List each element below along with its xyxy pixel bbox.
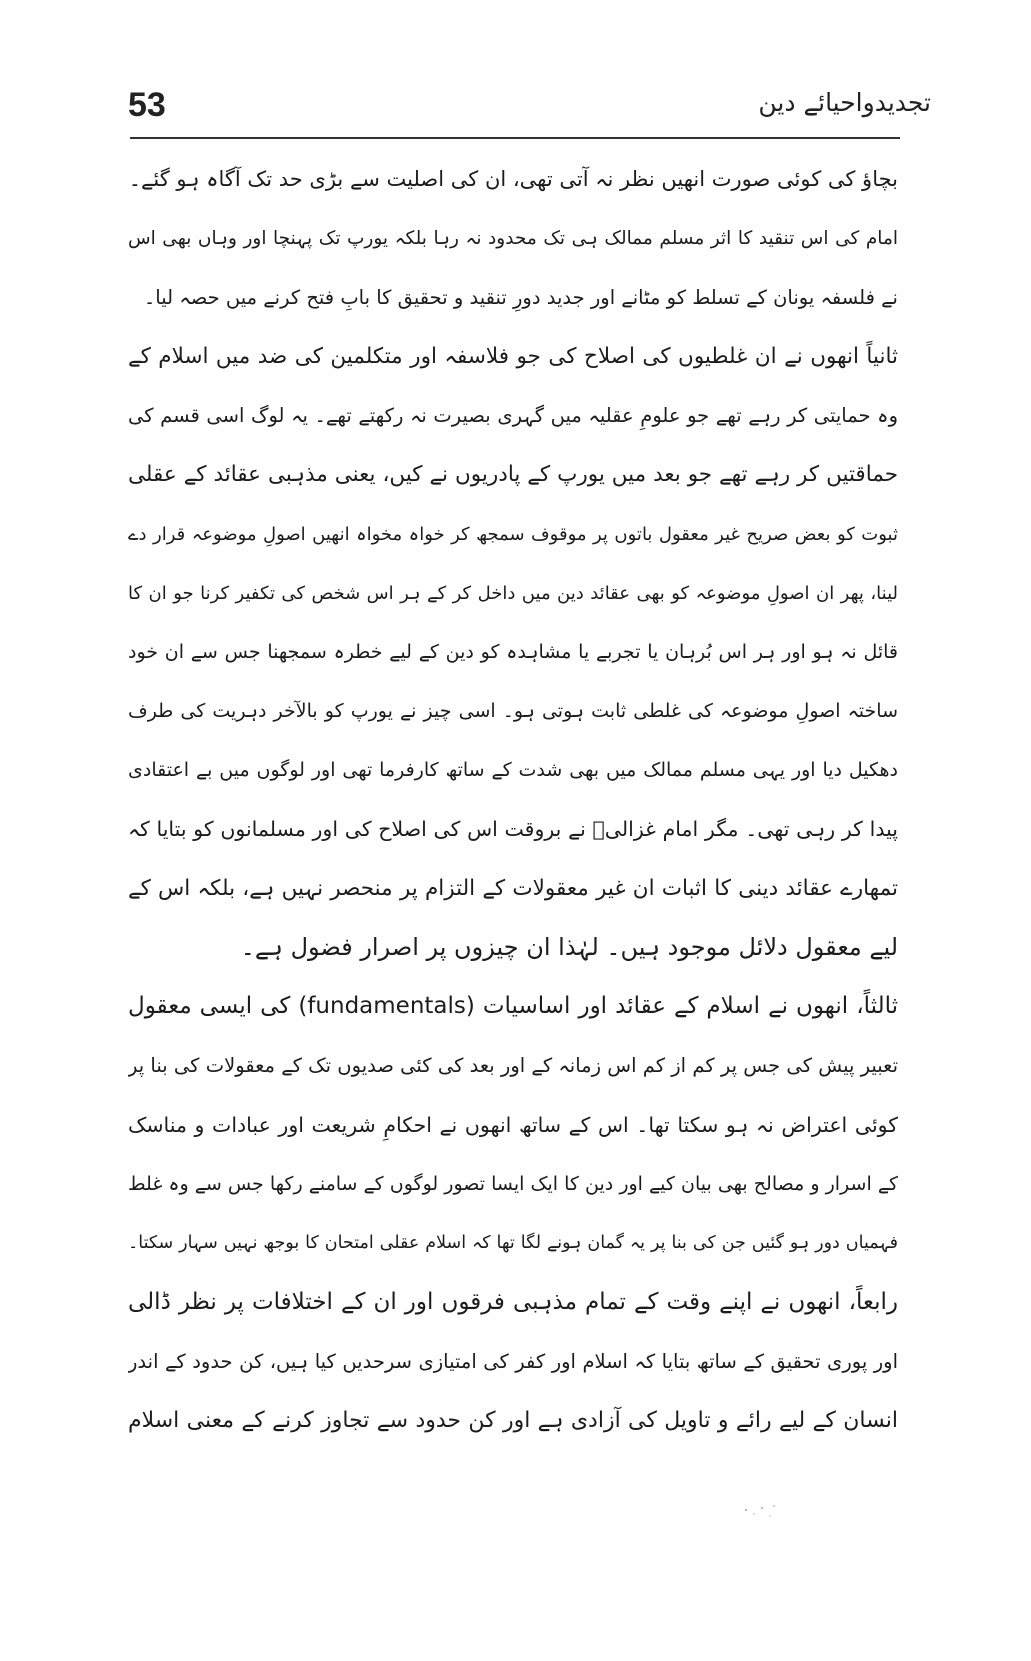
running-title: تجدیدواحیائے دین xyxy=(758,88,931,117)
text-line: امام کی اس تنقید کا اثر مسلم ممالک ہی تک محدود نہ رہا بلکہ یورپ تک پہنچا اور وہاں بھی اس xyxy=(128,228,898,250)
text-line: کوئی اعتراض نہ ہو سکتا تھا۔ اس کے ساتھ انھوں نے احکامِ شریعت اور عبادات و مناسک xyxy=(128,1112,898,1137)
text-line: ثبوت کو بعض صریح غیر معقول باتوں پر موقوف سمجھ کر خواہ مخواہ انھیں اصولِ موضوعہ قرار دے xyxy=(128,523,898,545)
text-line: ثانیاً انھوں نے ان غلطیوں کی اصلاح کی جو فلاسفہ اور متکلمین کی ضد میں اسلام کے xyxy=(128,344,898,370)
text-line: تمھارے عقائد دینی کا اثبات ان غیر معقولات کے التزام پر منحصر نہیں ہے، بلکہ اس کے xyxy=(128,876,898,902)
text-line: نے فلسفہ یونان کے تسلط کو مٹانے اور جدید دورِ تنقید و تحقیق کا بابِ فتح کرنے میں حصہ لیا۔ xyxy=(143,286,898,310)
text-line: حماقتیں کر رہے تھے جو بعد میں یورپ کے پادریوں نے کیں، یعنی مذہبی عقائد کے عقلی xyxy=(128,462,898,488)
text-line: ثالثاً، انھوں نے اسلام کے عقائد اور اساسیات (fundamentals) کی ایسی معقول xyxy=(128,993,898,1020)
header-rule xyxy=(130,137,900,139)
text-line: رابعاً، انھوں نے اپنے وقت کے تمام مذہبی فرقوں اور ان کے اختلافات پر نظر ڈالی xyxy=(128,1288,898,1315)
body-text xyxy=(128,150,898,1450)
paper-speck xyxy=(740,1500,780,1522)
text-line: کے اسرار و مصالح بھی بیان کیے اور دین کا ایک ایسا تصور لوگوں کے سامنے رکھا جس سے وہ غلط xyxy=(128,1172,898,1195)
text-line: قائل نہ ہو اور ہر اس بُرہان یا تجربے یا مشاہدہ کو دین کے لیے خطرہ سمجھنا جس سے ان خود xyxy=(128,640,898,663)
text-line: لیے معقول دلائل موجود ہیں۔ لہٰذا ان چیزوں پر اصرار فضول ہے۔ xyxy=(240,933,898,962)
page-number: 53 xyxy=(128,86,166,124)
text-line: بچاؤ کی کوئی صورت انھیں نظر نہ آتی تھی، ان کی اصلیت سے بڑی حد تک آگاہ ہو گئے۔ xyxy=(128,167,898,191)
text-line: پیدا کر رہی تھی۔ مگر امام غزالیؒ نے بروقت اس کی اصلاح کی اور مسلمانوں کو بتایا کہ xyxy=(128,817,898,842)
text-line: فہمیاں دور ہو گئیں جن کی بنا پر یہ گمان ہونے لگا تھا کہ اسلام عقلی امتحان کا بوجھ نہیں سہار سکتا۔ xyxy=(128,1232,898,1253)
text-line: دھکیل دیا اور یہی مسلم ممالک میں بھی شدت کے ساتھ کارفرما تھی اور لوگوں میں بے اعتقادی xyxy=(128,758,898,781)
text-line: تعبیر پیش کی جس پر کم از کم اس زمانہ کے اور بعد کی کئی صدیوں تک کے معقولات کی بنا پر xyxy=(128,1054,898,1078)
text-line: ساختہ اصولِ موضوعہ کی غلطی ثابت ہوتی ہو۔ اسی چیز نے یورپ کو بالآخر دہریت کی طرف xyxy=(128,699,898,722)
text-line: انسان کے لیے رائے و تاویل کی آزادی ہے اور کن حدود سے تجاوز کرنے کے معنی اسلام xyxy=(128,1407,898,1433)
text-line: اور پوری تحقیق کے ساتھ بتایا کہ اسلام اور کفر کی امتیازی سرحدیں کیا ہیں، کن حدود کے اندر xyxy=(128,1349,898,1373)
text-line: لینا، پھر ان اصولِ موضوعہ کو بھی عقائد دین میں داخل کر کے ہر اس شخص کی تکفیر کرنا جو ان کا xyxy=(128,582,898,604)
text-line: وہ حمایتی کر رہے تھے جو علومِ عقلیہ میں گہری بصیرت نہ رکھتے تھے۔ یہ لوگ اسی قسم کی xyxy=(128,404,898,428)
